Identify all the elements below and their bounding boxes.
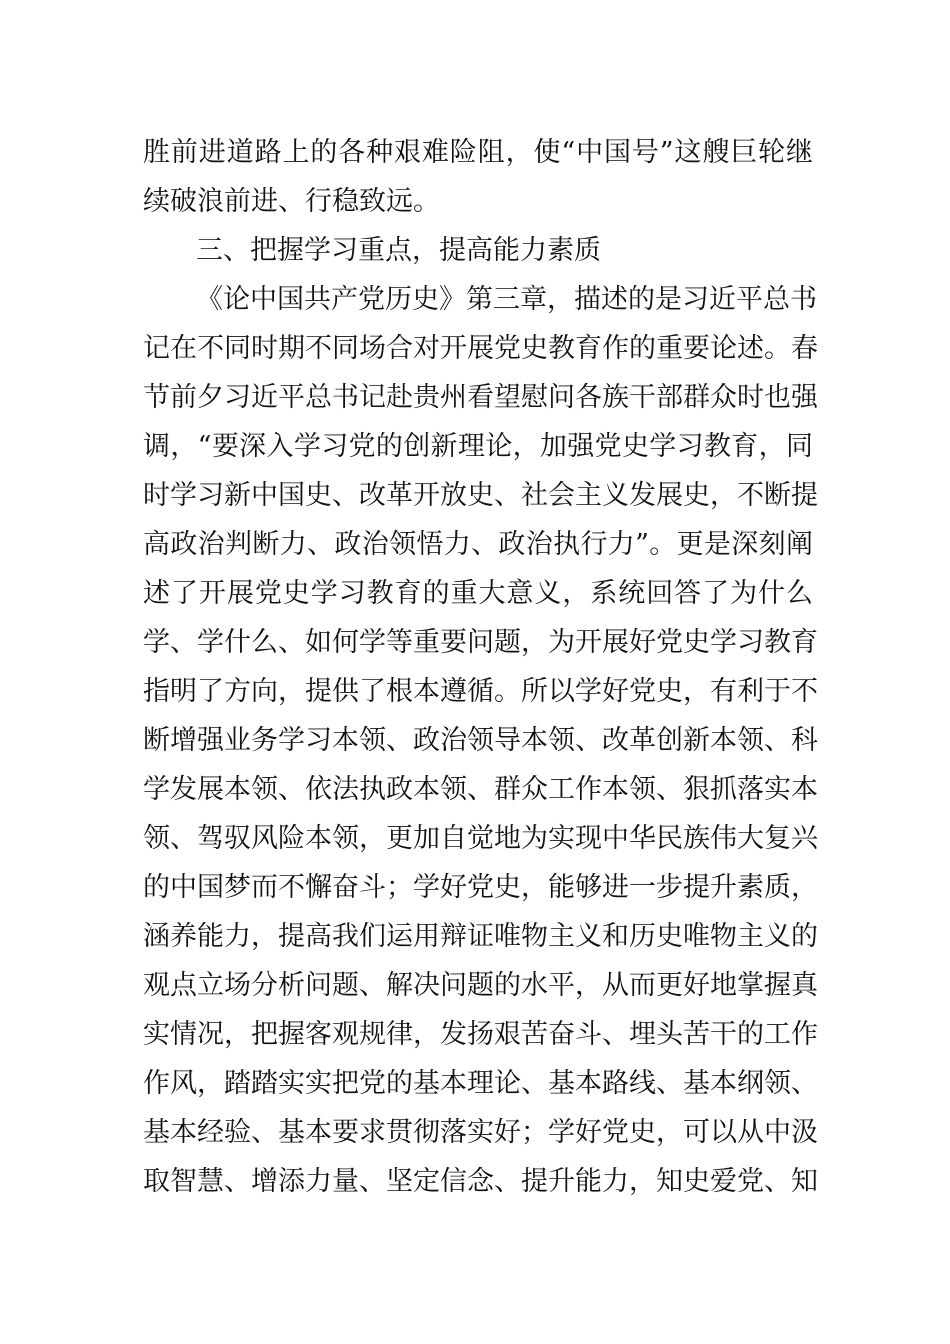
text-line: 学、学什么、如何学等重要问题，为开展好党史学习教育 xyxy=(143,627,818,658)
text-line: 涵养能力，提高我们运用辩证唯物主义和历史唯物主义的 xyxy=(143,921,818,952)
text-line: 调，“要深入学习党的创新理论，加强党史学习教育，同 xyxy=(143,431,813,462)
text-line: 高政治判断力、政治领悟力、政治执行力”。更是深刻阐 xyxy=(143,529,813,560)
text-line: 作风，踏踏实实把党的基本理论、基本路线、基本纲领、 xyxy=(143,1068,818,1099)
text-line: 断增强业务学习本领、政治领导本领、改革创新本领、科 xyxy=(143,725,818,756)
text-line: 领、驾驭风险本领，更加自觉地为实现中华民族伟大复兴 xyxy=(143,823,818,854)
text-line: 的中国梦而不懈奋斗；学好党史，能够进一步提升素质， xyxy=(143,872,818,903)
text-line: 胜前进道路上的各种艰难险阻，使“中国号”这艘巨轮继 xyxy=(143,137,813,168)
text-line: 续破浪前进、行稳致远。 xyxy=(143,186,440,217)
text-line: 时学习新中国史、改革开放史、社会主义发展史，不断提 xyxy=(143,480,818,511)
text-line: 观点立场分析问题、解决问题的水平，从而更好地掌握真 xyxy=(143,970,818,1001)
text-line: 取智慧、增添力量、坚定信念、提升能力，知史爱党、知 xyxy=(143,1166,818,1197)
text-line: 《论中国共产党历史》第三章，描述的是习近平总书 xyxy=(196,284,817,315)
text-line: 基本经验、基本要求贯彻落实好；学好党史，可以从中汲 xyxy=(143,1117,818,1148)
text-line: 指明了方向，提供了根本遵循。所以学好党史，有利于不 xyxy=(143,676,818,707)
text-line: 记在不同时期不同场合对开展党史教育作的重要论述。春 xyxy=(143,333,818,364)
text-line: 实情况，把握客观规律，发扬艰苦奋斗、埋头苦干的工作 xyxy=(143,1019,818,1050)
text-line: 学发展本领、依法执政本领、群众工作本领、狠抓落实本 xyxy=(143,774,818,805)
text-line: 述了开展党史学习教育的重大意义，系统回答了为什么 xyxy=(143,578,813,609)
section-heading: 三、把握学习重点，提高能力素质 xyxy=(196,235,601,266)
text-line: 节前夕习近平总书记赴贵州看望慰问各族干部群众时也强 xyxy=(143,382,818,413)
